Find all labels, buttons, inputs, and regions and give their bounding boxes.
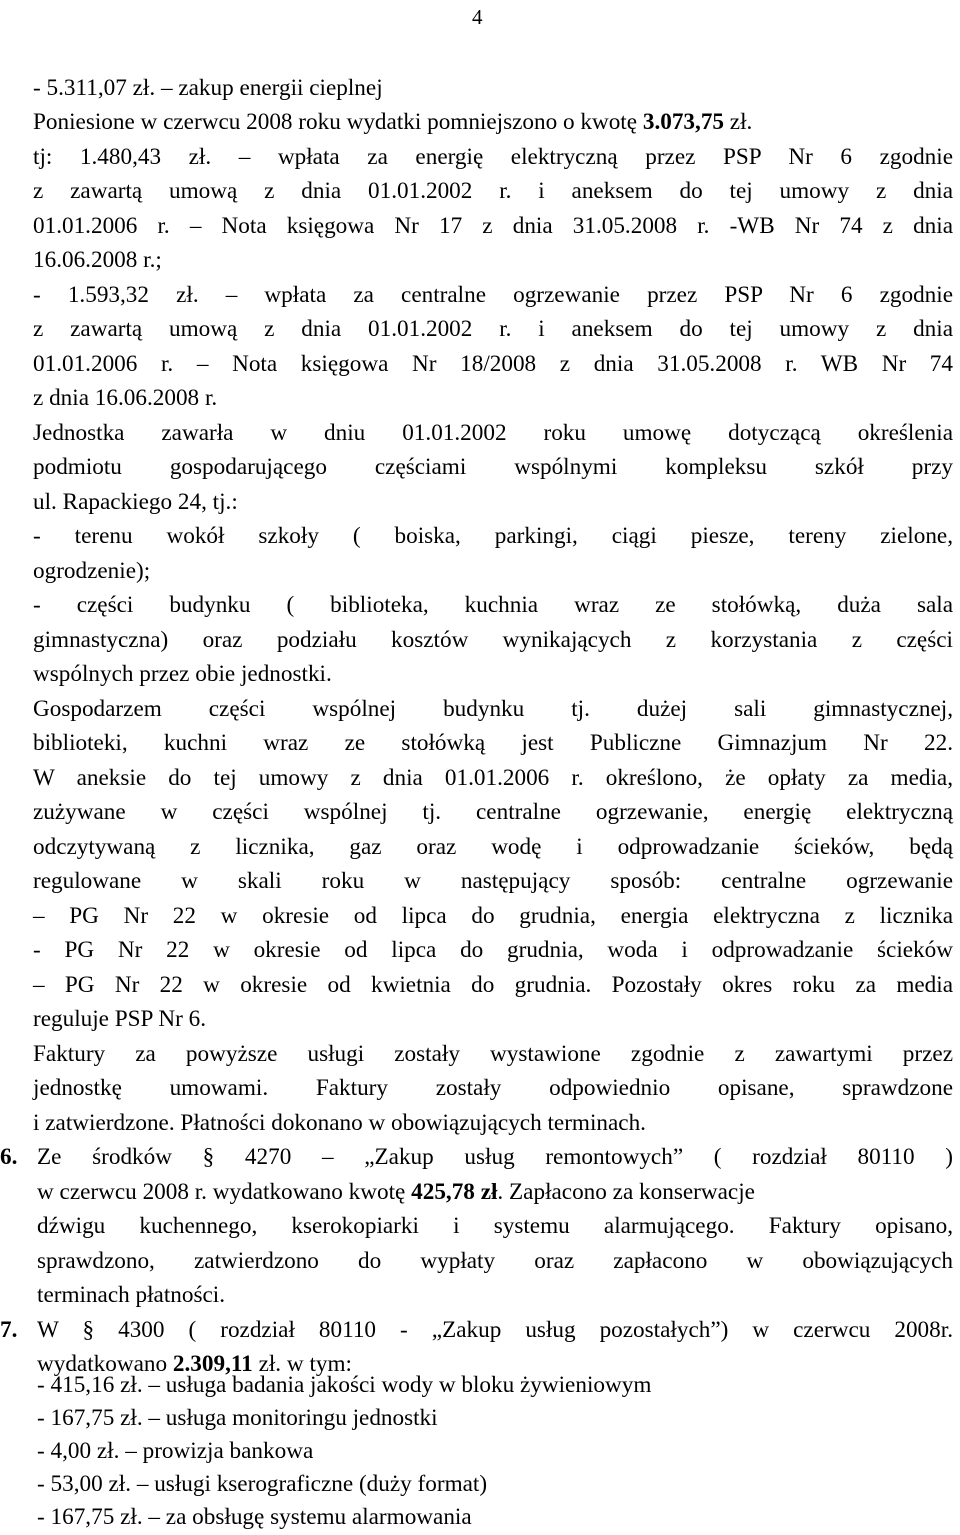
text-line: gimnastyczna) oraz podziału kosztów wynikających z korzystania z części	[33, 627, 953, 653]
text-span: zł. w tym:	[252, 1351, 352, 1377]
section-6-number: 6.	[0, 1144, 18, 1170]
list-item: - 4,00 zł. – prowizja bankowa	[37, 1438, 314, 1464]
text-line: reguluje PSP Nr 6.	[33, 1006, 207, 1032]
text-span: w czerwcu 2008 r. wydatkowano kwotę	[37, 1179, 412, 1205]
text-span: W § 4300 ( rozdział 80110 - „Zakup usług pozostałych”) w czerwcu 2008r.	[37, 1317, 953, 1343]
text-line: z dnia 16.06.2008 r.	[33, 385, 218, 411]
text-line: - terenu wokół szkoły ( boiska, parkingi, ciągi piesze, tereny zielone,	[33, 523, 953, 549]
text-span: zł.	[724, 109, 753, 135]
text-line: – PG Nr 22 w okresie od kwietnia do grudnia. Pozostały okres roku za media	[33, 972, 953, 998]
text-line: 01.01.2006 r. – Nota księgowa Nr 17 z dnia 31.05.2008 r. -WB Nr 74 z dnia	[33, 213, 953, 239]
list-item: - 167,75 zł. – za obsługę systemu alarmowania	[37, 1504, 472, 1530]
text-line: wspólnych przez obie jednostki.	[33, 661, 332, 687]
text-line: biblioteki, kuchni wraz ze stołówką jest Publiczne Gimnazjum Nr 22.	[33, 730, 953, 756]
text-line: tj: 1.480,43 zł. – wpłata za energię elektryczną przez PSP Nr 6 zgodnie	[33, 144, 953, 170]
section-6-line	[0, 1140, 953, 1174]
text-line: W aneksie do tej umowy z dnia 01.01.2006 r. określono, że opłaty za media,	[33, 765, 953, 791]
text-span: wydatkowano	[37, 1351, 173, 1377]
text-line: – PG Nr 22 w okresie od lipca do grudnia, energia elektryczna z licznika	[33, 903, 953, 929]
list-item: - 415,16 zł. – usługa badania jakości wody w bloku żywieniowym	[37, 1372, 652, 1398]
text-line: - 1.593,32 zł. – wpłata za centralne ogrzewanie przez PSP Nr 6 zgodnie	[33, 282, 953, 308]
text-line: sprawdzono, zatwierdzono do wypłaty oraz zapłacono w obowiązujących	[37, 1248, 953, 1274]
text-line: ul. Rapackiego 24, tj.:	[33, 489, 238, 515]
text-line: ogrodzenie);	[33, 558, 151, 584]
text-line: z zawartą umową z dnia 01.01.2002 r. i aneksem do tej umowy z dnia	[33, 178, 953, 204]
text-line: zużywane w części wspólnej tj. centralne ogrzewanie, energię elektryczną	[33, 799, 953, 825]
text-line: i zatwierdzone. Płatności dokonano w obowiązujących terminach.	[33, 1110, 646, 1136]
text-line: 16.06.2008 r.;	[33, 247, 162, 273]
text-line: Gospodarzem części wspólnej budynku tj. dużej sali gimnastycznej,	[33, 696, 953, 722]
page-number: 4	[472, 5, 483, 29]
text-span: Ze środków § 4270 – „Zakup usług remontowych” ( rozdział 80110 )	[37, 1144, 953, 1170]
text-line: z zawartą umową z dnia 01.01.2002 r. i aneksem do tej umowy z dnia	[33, 316, 953, 342]
text-line: regulowane w skali roku w następujący sposób: centralne ogrzewanie	[33, 868, 953, 894]
bold-amount: 2.309,11	[172, 1351, 253, 1377]
text-span: Poniesione w czerwcu 2008 roku wydatki pomniejszono o kwotę	[33, 109, 638, 135]
text-line: dźwigu kuchennego, kserokopiarki i systemu alarmującego. Faktury opisano,	[37, 1213, 953, 1239]
text-line	[33, 105, 953, 139]
text-line: Faktury za powyższe usługi zostały wystawione zgodnie z zawartymi przez	[33, 1041, 953, 1067]
text-line: - części budynku ( biblioteka, kuchnia wraz ze stołówką, duża sala	[33, 592, 953, 618]
text-line	[37, 1175, 953, 1209]
section-7-number: 7.	[0, 1317, 18, 1343]
text-line: Jednostka zawarła w dniu 01.01.2002 roku umowę dotyczącą określenia	[33, 420, 953, 446]
text-line: odczytywaną z licznika, gaz oraz wodę i odprowadzanie ścieków, będą	[33, 834, 953, 860]
bold-amount: 3.073,75	[642, 109, 724, 135]
text-line: jednostkę umowami. Faktury zostały odpowiednio opisane, sprawdzone	[33, 1075, 953, 1101]
section-7-line	[0, 1313, 953, 1347]
text-line: terminach płatności.	[37, 1282, 226, 1308]
bold-amount: 425,78 zł	[411, 1179, 498, 1205]
list-item: - 167,75 zł. – usługa monitoringu jednostki	[37, 1405, 438, 1431]
text-line: - PG Nr 22 w okresie od lipca do grudnia, woda i odprowadzanie ścieków	[33, 937, 953, 963]
text-line: 01.01.2006 r. – Nota księgowa Nr 18/2008 z dnia 31.05.2008 r. WB Nr 74	[33, 351, 953, 377]
text-line: podmiotu gospodarującego częściami wspólnymi kompleksu szkół przy	[33, 454, 953, 480]
text-span: . Zapłacono za konserwacje	[497, 1179, 755, 1205]
list-item: - 53,00 zł. – usługi kserograficzne (duży format)	[37, 1471, 488, 1497]
text-line: - 5.311,07 zł. – zakup energii cieplnej	[33, 75, 383, 101]
